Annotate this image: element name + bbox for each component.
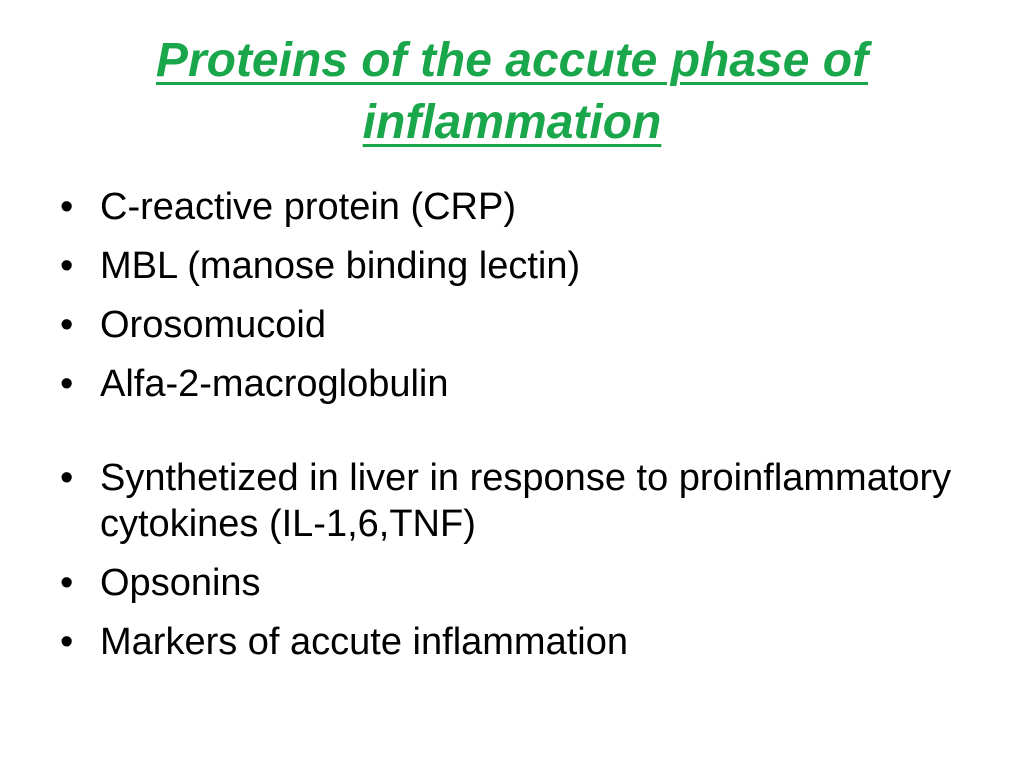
bullet-icon: •: [60, 186, 74, 228]
bullet-item: [58, 361, 988, 407]
bullet-item: [58, 560, 988, 606]
bullet-item: [58, 302, 988, 348]
bullet-icon: •: [60, 457, 74, 499]
slide-title-line-2: inflammation: [362, 96, 662, 149]
bullet-icon: •: [60, 621, 74, 663]
bullet-item: [58, 455, 988, 547]
bullet-item: [58, 243, 988, 289]
slide-title: [60, 30, 964, 154]
slide-title-line-1: Proteins of the accute phase of: [155, 34, 869, 87]
bullet-item: [58, 184, 988, 230]
bullet-item: [58, 619, 988, 665]
bullet-icon: •: [60, 562, 74, 604]
bullet-text: MBL (manose binding lectin): [100, 245, 581, 287]
bullet-list: [58, 184, 988, 678]
bullet-text: Orosomucoid: [100, 304, 326, 346]
bullet-text: C-reactive protein (CRP): [100, 186, 516, 228]
bullet-text: Alfa-2-macroglobulin: [100, 363, 449, 405]
bullet-icon: •: [60, 363, 74, 405]
bullet-text: Opsonins: [100, 562, 261, 604]
bullet-text: Markers of accute inflammation: [100, 621, 628, 663]
bullet-icon: •: [60, 304, 74, 346]
bullet-text: Synthetized in liver in response to proinflammatory cytokines (IL-1,6,TNF): [100, 457, 952, 545]
bullet-icon: •: [60, 245, 74, 287]
